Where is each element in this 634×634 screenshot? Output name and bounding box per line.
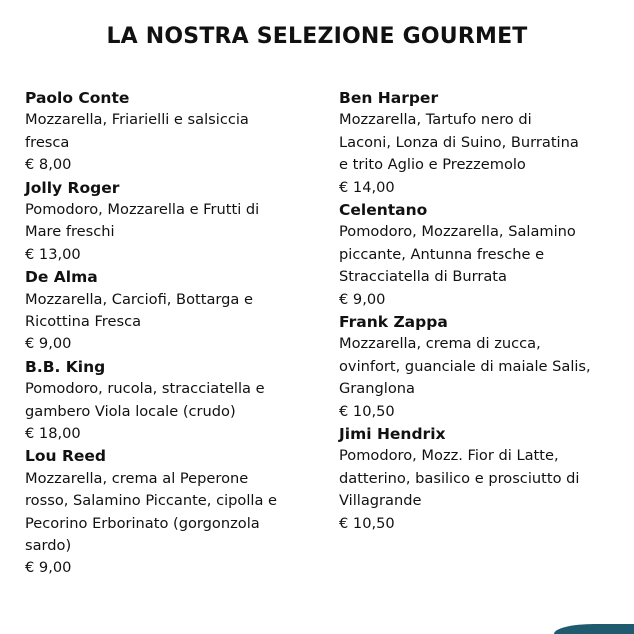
menu-item-bb-king xyxy=(25,356,307,446)
item-description xyxy=(339,109,619,176)
item-description-line: Pecorino Erborinato (gorgonzola xyxy=(25,514,260,532)
item-description-line: gambero Viola locale (crudo) xyxy=(25,402,236,420)
item-description-line: Mare freschi xyxy=(25,223,115,241)
item-description xyxy=(339,221,619,288)
item-description xyxy=(25,199,307,244)
item-description-line: datterino, basilico e prosciutto di xyxy=(339,469,580,487)
item-description-line: Pomodoro, Mozz. Fior di Latte, xyxy=(339,447,559,465)
item-description-line: Mozzarella, Friarielli e salsiccia xyxy=(25,111,249,129)
item-name: Paolo Conte xyxy=(25,89,130,107)
item-description-line: Stracciatella di Burrata xyxy=(339,268,507,286)
item-price: € 9,00 xyxy=(339,290,386,308)
item-description xyxy=(25,289,307,334)
item-description xyxy=(25,109,307,154)
item-description-line: Granglona xyxy=(339,380,415,398)
item-description-line: ovinfort, guanciale di maiale Salis, xyxy=(339,357,591,375)
menu-column-right xyxy=(339,87,619,535)
item-name: Jolly Roger xyxy=(25,178,120,197)
item-description-line: Villagrande xyxy=(339,492,422,510)
item-description-line: Ricottina Fresca xyxy=(25,313,142,331)
item-description-line: Mozzarella, crema di zucca, xyxy=(339,335,541,353)
item-description-line: Pomodoro, Mozzarella, Salamino xyxy=(339,223,576,241)
item-description-line: Mozzarella, crema al Peperone xyxy=(25,469,249,487)
item-name: Jimi Hendrix xyxy=(339,425,446,444)
corner-accent xyxy=(554,624,634,634)
item-price: € 13,00 xyxy=(25,245,81,263)
item-description-line: sardo) xyxy=(25,537,72,555)
item-description-line: Mozzarella, Tartufo nero di xyxy=(339,111,532,129)
item-description-line: fresca xyxy=(25,133,70,151)
menu-item-frank-zappa xyxy=(339,311,619,423)
item-price: € 10,50 xyxy=(339,514,395,532)
menu-item-jimi-hendrix xyxy=(339,423,619,535)
item-description-line: Pomodoro, rucola, stracciatella e xyxy=(25,380,265,398)
menu-item-de-alma xyxy=(25,266,307,356)
menu-column-left xyxy=(25,87,307,580)
item-description-line: Laconi, Lonza di Suino, Burratina xyxy=(339,133,579,151)
item-description-line: piccante, Antunna fresche e xyxy=(339,245,545,263)
item-description-line: Mozzarella, Carciofi, Bottarga e xyxy=(25,290,253,308)
item-price: € 10,50 xyxy=(339,402,395,420)
menu-item-celentano xyxy=(339,199,619,311)
item-name: B.B. King xyxy=(25,357,106,376)
item-price: € 9,00 xyxy=(25,559,72,577)
menu-item-lou-reed xyxy=(25,445,307,579)
item-name: Lou Reed xyxy=(25,447,107,466)
item-description xyxy=(25,378,307,423)
item-description xyxy=(339,445,619,512)
menu-item-paolo-conte xyxy=(25,87,307,177)
menu-item-jolly-roger xyxy=(25,177,307,267)
item-description xyxy=(25,468,307,558)
item-price: € 14,00 xyxy=(339,178,395,196)
item-description xyxy=(339,333,619,400)
item-description-line: rosso, Salamino Piccante, cipolla e xyxy=(25,492,278,510)
item-name: Frank Zappa xyxy=(339,313,448,332)
item-price: € 18,00 xyxy=(25,425,81,443)
menu-title: LA NOSTRA SELEZIONE GOURMET xyxy=(106,24,528,49)
item-price: € 8,00 xyxy=(25,156,72,174)
item-price: € 9,00 xyxy=(25,335,72,353)
item-description-line: Pomodoro, Mozzarella e Frutti di xyxy=(25,201,260,218)
item-name: Celentano xyxy=(339,201,428,220)
item-name: De Alma xyxy=(25,268,98,287)
menu-item-ben-harper xyxy=(339,87,619,199)
item-description-line: e trito Aglio e Prezzemolo xyxy=(339,156,526,174)
item-name: Ben Harper xyxy=(339,89,439,107)
